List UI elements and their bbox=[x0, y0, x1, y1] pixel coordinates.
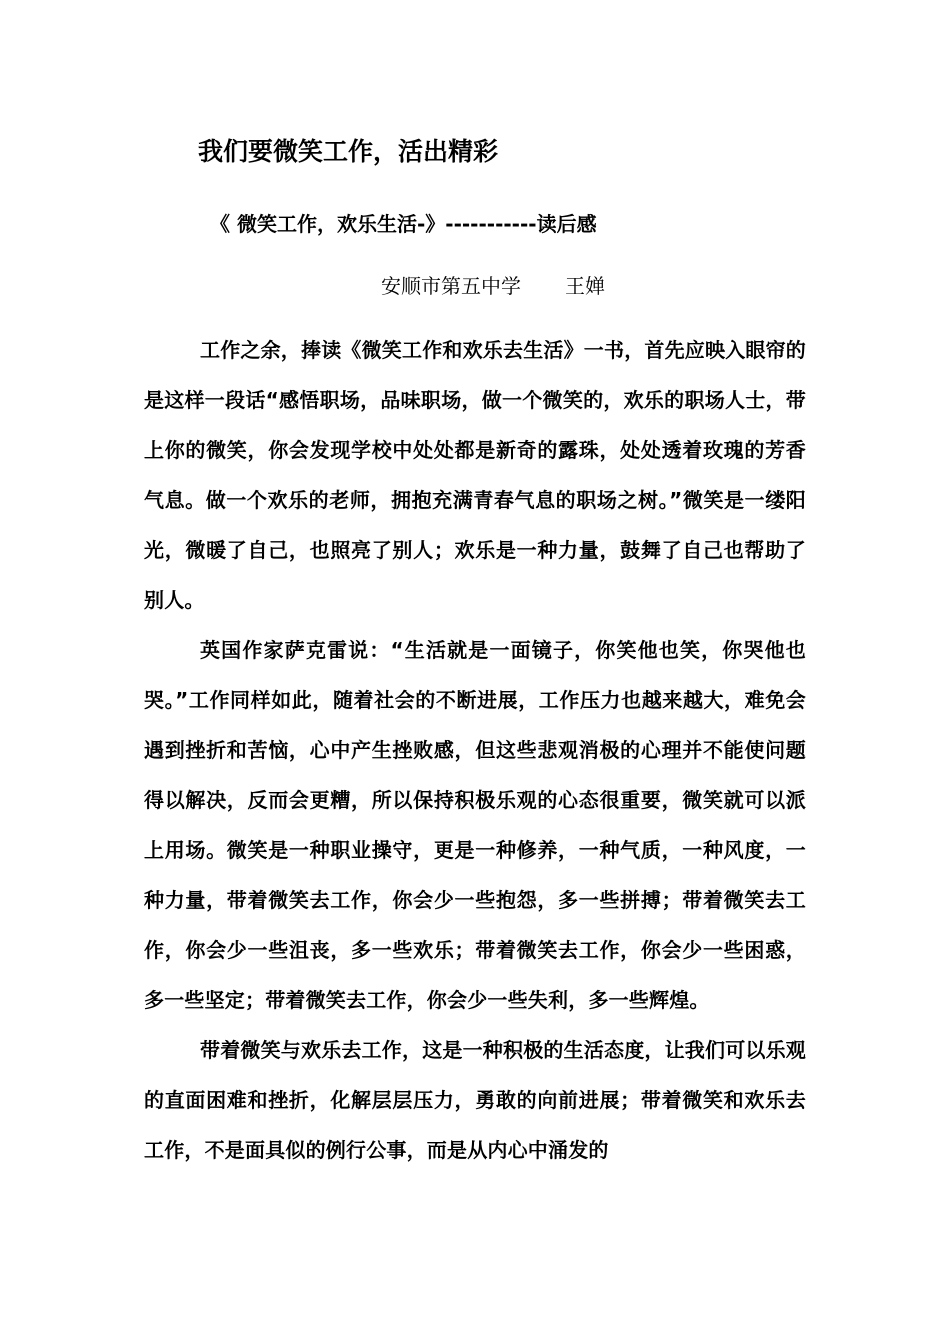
author-line bbox=[381, 271, 605, 301]
author-name: 王婵 bbox=[565, 274, 605, 298]
document-body bbox=[144, 325, 806, 1175]
author-school: 安顺市第五中学 bbox=[381, 274, 521, 298]
document-title: 我们要微笑工作，活出精彩 bbox=[198, 137, 499, 166]
paragraph-3: 带着微笑与欢乐去工作，这是一种积极的生活态度，让我们可以乐观的直面困难和挫折，化解层层压力，勇敢的向前进展；带着微笑和欢乐去工作，不是面具似的例行公事，而是从内心中涌发的 bbox=[144, 1038, 806, 1162]
document-subtitle: 《 微笑工作，欢乐生活-》-----------读后感 bbox=[210, 212, 597, 236]
paragraph-2: 英国作家萨克雷说：“生活就是一面镜子，你笑他也笑，你哭他也哭。”工作同样如此，随着社会的不断进展，工作压力也越来越大，难免会遇到挫折和苦恼，心中产生挫败感，但这些悲观消极的心理并不能使问题得以解决，反而会更糟，所以保持积极乐观的心态很重要，微笑就可以派上用场。微笑是一种职业操守，更是一种修养，一种气质，一种风度，一种力量，带着微笑去工作，你会少一些抱怨，多一些拼搏；带着微笑去工作，你会少一些沮丧，多一些欢乐；带着微笑去工作，你会少一些困惑，多一些坚定；带着微笑去工作，你会少一些失利，多一些辉煌。 bbox=[144, 638, 806, 1012]
paragraph-1: 工作之余，捧读《微笑工作和欢乐去生活》一书，首先应映入眼帘的是这样一段话“感悟职场，品味职场，做一个微笑的，欢乐的职场人士，带上你的微笑，你会发现学校中处处都是新奇的露珠，处处透着玫瑰的芳香气息。做一个欢乐的老师，拥抱充满青春气息的职场之树。”微笑是一缕阳光，微暖了自己，也照亮了别人；欢乐是一种力量，鼓舞了自己也帮助了别人。 bbox=[144, 338, 806, 612]
